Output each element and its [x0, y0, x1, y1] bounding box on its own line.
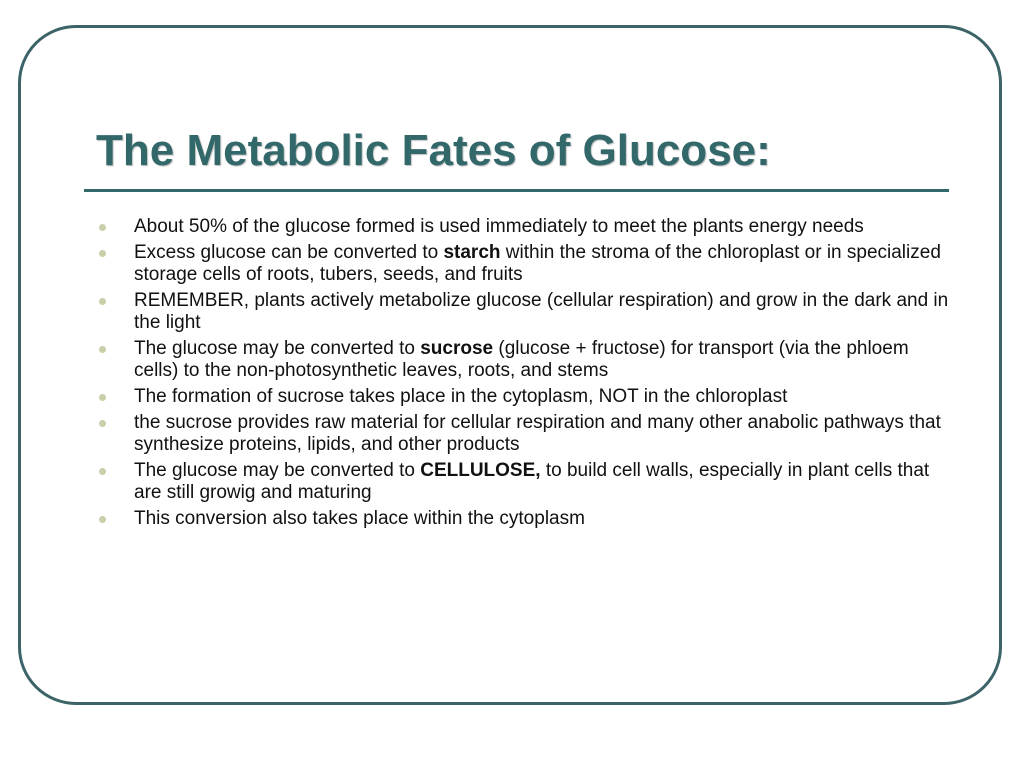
bullet-item: [96, 412, 956, 456]
bullet-text: (glucose + fructose) for transport (via the phloem cells) to the non-photosynthetic leaves, roots, and stems: [134, 338, 909, 381]
bullet-text: The glucose may be converted to: [134, 460, 421, 481]
slide-title: The Metabolic Fates of Glucose:: [96, 126, 771, 175]
bullet-dot-icon: [99, 346, 106, 353]
bullet-text: Excess glucose can be converted to: [134, 242, 444, 263]
bullet-item: [96, 386, 956, 408]
bullet-text: This conversion also takes place within the cytoplasm: [134, 508, 585, 529]
bullet-list: [96, 216, 956, 534]
bullet-dot-icon: [99, 298, 106, 305]
bullet-item: [96, 242, 956, 286]
bullet-text: to build cell walls, especially in plant cells that are still growig and maturing: [134, 460, 930, 503]
bullet-text: the sucrose provides raw material for cellular respiration and many other anabolic pathways that synthesize proteins, lipids, and other products: [134, 412, 941, 455]
bullet-item: [96, 216, 956, 238]
bullet-dot-icon: [99, 250, 106, 257]
bold-term-starch: starch: [443, 242, 501, 263]
bullet-text: within the stroma of the chloroplast or in specialized storage cells of roots, tubers, seeds, and fruits: [134, 242, 941, 285]
bold-term-cellulose: CELLULOSE,: [420, 460, 541, 481]
bullet-text: About 50% of the glucose formed is used immediately to meet the plants energy needs: [134, 216, 864, 237]
bullet-item: [96, 460, 956, 504]
bullet-dot-icon: [99, 420, 106, 427]
bullet-item: [96, 338, 956, 382]
bullet-item: [96, 508, 956, 530]
bullet-text: REMEMBER, plants actively metabolize glucose (cellular respiration) and grow in the dark and in the light: [134, 290, 949, 333]
bullet-dot-icon: [99, 516, 106, 523]
bullet-text: The glucose may be converted to: [134, 338, 421, 359]
bullet-text: The formation of sucrose takes place in the cytoplasm, NOT in the chloroplast: [134, 386, 788, 407]
bullet-dot-icon: [99, 224, 106, 231]
bullet-item: [96, 290, 956, 334]
bold-term-sucrose: sucrose: [420, 338, 494, 359]
bullet-dot-icon: [99, 394, 106, 401]
bullet-dot-icon: [99, 468, 106, 475]
title-divider: [84, 189, 949, 192]
